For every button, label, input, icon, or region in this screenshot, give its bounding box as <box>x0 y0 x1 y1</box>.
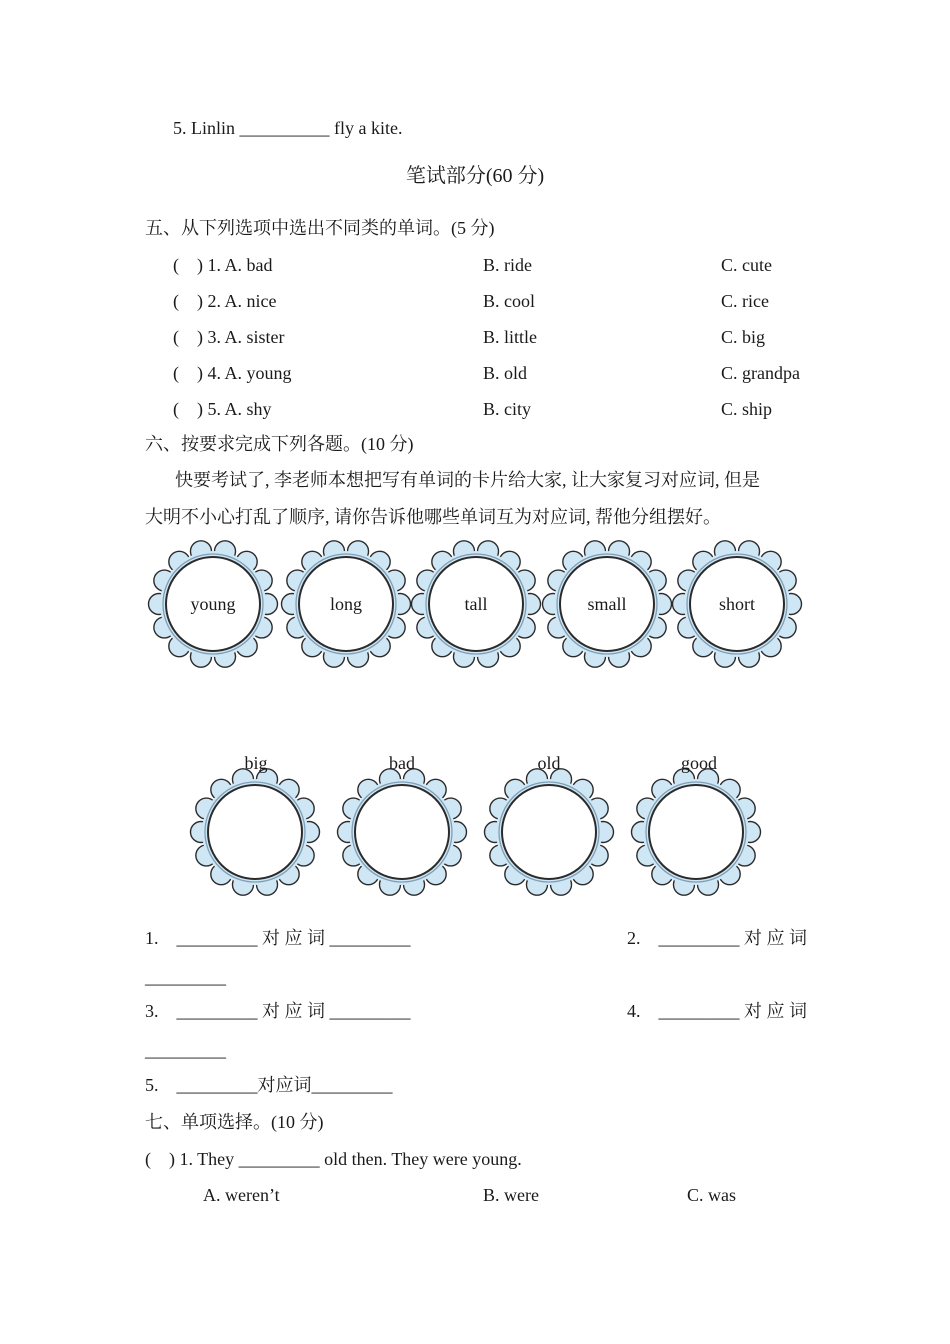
fill-in-item-5: 5. Linlin __________ fly a kite. <box>173 118 403 138</box>
q3-option-a: ( ) 3. A. sister <box>173 327 285 347</box>
q3-option-b: B. little <box>483 327 537 347</box>
answer-line-5[interactable]: 5. _________对应词_________ <box>145 1075 393 1095</box>
q1-option-a: ( ) 1. A. bad <box>173 255 273 275</box>
flower-shape <box>189 766 321 898</box>
q3-option-c: C. big <box>721 327 766 347</box>
answer-line-4[interactable]: 4. _________ 对 应 词 <box>627 1001 807 1021</box>
answer-line-2-continued[interactable]: _________ <box>145 967 226 987</box>
q5-option-b: B. city <box>483 399 531 419</box>
flower-shape <box>336 766 468 898</box>
answer-line-4-continued[interactable]: _________ <box>145 1040 226 1060</box>
empty-flower-card-3[interactable] <box>483 766 615 898</box>
flower-card-tall <box>410 538 542 670</box>
section6-intro-line2: 大明不小心打乱了顺序, 请你告诉他哪些单词互为对应词, 帮他分组摆好。 <box>145 507 721 527</box>
q1-option-b: B. ride <box>483 255 532 275</box>
flower-card-young <box>147 538 279 670</box>
card-word-bad: bad <box>389 753 415 773</box>
flower-word: short <box>719 594 755 614</box>
answer-line-2[interactable]: 2. _________ 对 应 词 <box>627 928 807 948</box>
q4-option-c: C. grandpa <box>721 363 800 383</box>
q4-option-b: B. old <box>483 363 528 383</box>
flower-word: tall <box>464 594 488 614</box>
section6-title: 六、按要求完成下列各题。(10 分) <box>145 434 414 454</box>
answer-line-3[interactable]: 3. _________ 对 应 词 _________ <box>145 1001 411 1021</box>
empty-flower-card-2[interactable] <box>336 766 468 898</box>
section6-intro-line1: 快要考试了, 李老师本想把写有单词的卡片给大家, 让大家复习对应词, 但是 <box>175 470 760 490</box>
flower-center <box>355 785 449 879</box>
q2-option-a: ( ) 2. A. nice <box>173 291 277 311</box>
flower-card-long <box>280 538 412 670</box>
flower-shape <box>483 766 615 898</box>
flower-center <box>208 785 302 879</box>
section5-title: 五、从下列选项中选出不同类的单词。(5 分) <box>145 218 495 238</box>
q2-option-c: C. rice <box>721 291 769 311</box>
card-word-big: big <box>244 753 268 773</box>
section7-q1-option-c[interactable]: C. was <box>687 1185 736 1205</box>
q2-option-b: B. cool <box>483 291 535 311</box>
section7-title: 七、单项选择。(10 分) <box>145 1112 324 1132</box>
flower-word: long <box>329 594 362 614</box>
section-title: 笔试部分(60 分) <box>405 165 545 187</box>
q5-option-a: ( ) 5. A. shy <box>173 399 272 419</box>
card-word-good: good <box>681 753 717 773</box>
empty-flower-card-4[interactable] <box>630 766 762 898</box>
flower-word: small <box>587 594 627 614</box>
answer-line-1[interactable]: 1. _________ 对 应 词 _________ <box>145 928 411 948</box>
q4-option-a: ( ) 4. A. young <box>173 363 292 383</box>
card-word-old: old <box>537 753 561 773</box>
q1-option-c: C. cute <box>721 255 772 275</box>
flower-center <box>649 785 743 879</box>
flower-shape <box>630 766 762 898</box>
flower-word: young <box>190 594 236 614</box>
section7-q1-option-b[interactable]: B. were <box>483 1185 539 1205</box>
flower-card-short <box>671 538 803 670</box>
empty-flower-card-1[interactable] <box>189 766 321 898</box>
flower-center <box>502 785 596 879</box>
section7-question-1: ( ) 1. They _________ old then. They were young. <box>145 1149 522 1169</box>
flower-card-small <box>541 538 673 670</box>
section7-q1-option-a[interactable]: A. weren’t <box>203 1185 280 1205</box>
q5-option-c: C. ship <box>721 399 773 419</box>
